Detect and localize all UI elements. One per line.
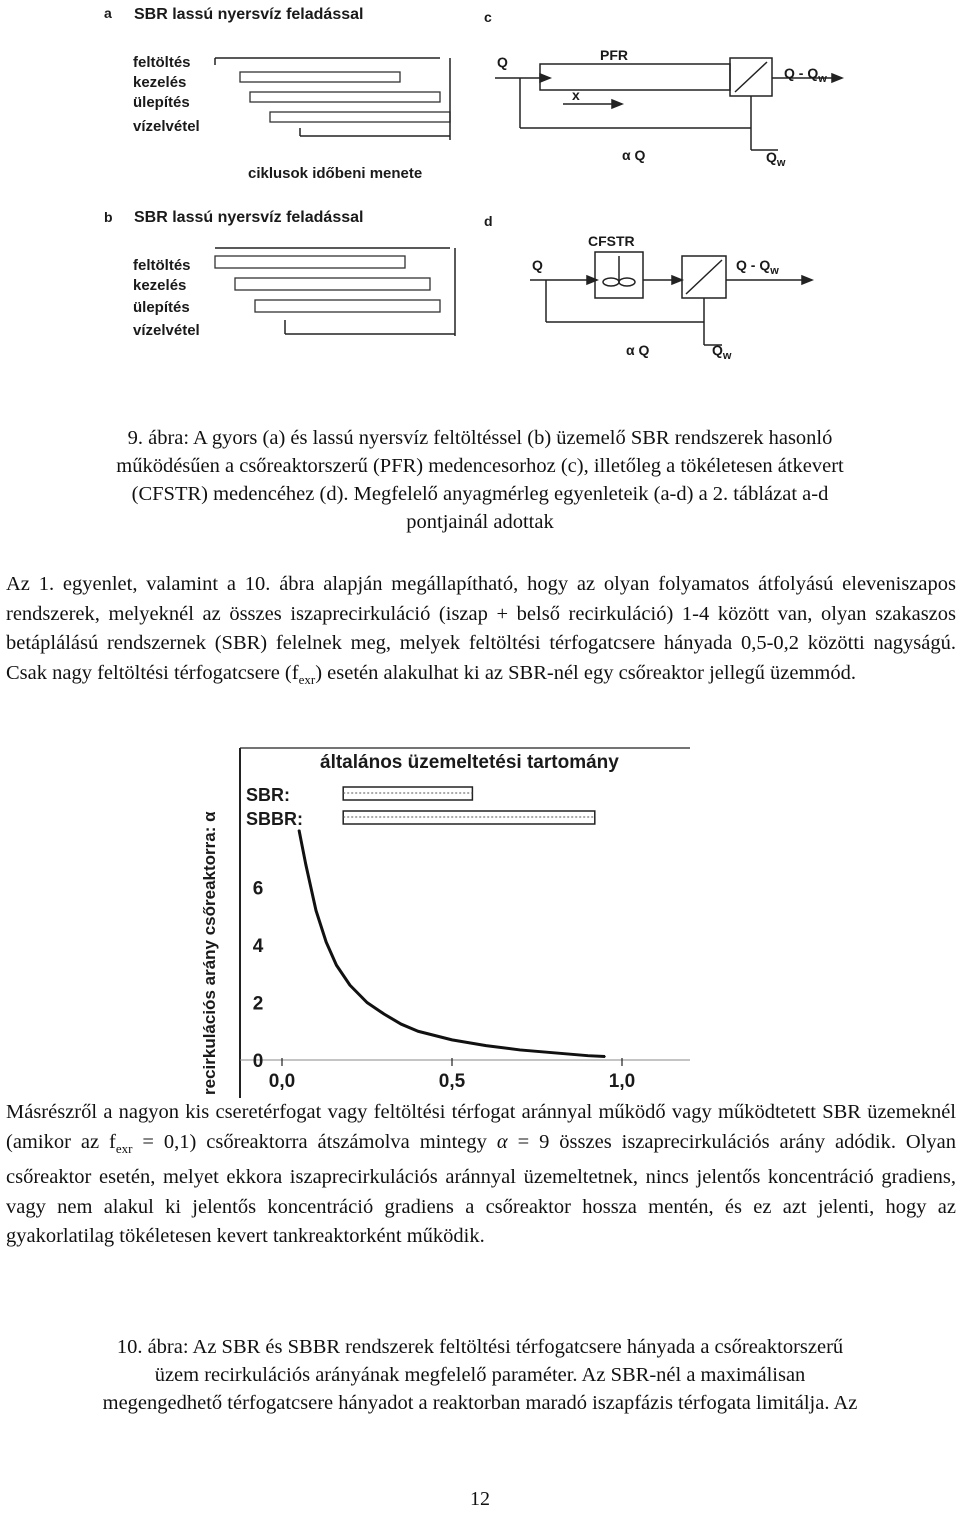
panel-a-label-treat: kezelés <box>133 74 187 91</box>
data-point <box>315 910 317 912</box>
subscript: exr <box>115 1140 133 1156</box>
panel-d-inflow: Q <box>532 257 543 273</box>
panel-b-label-draw: vízelvétel <box>133 322 200 339</box>
figure-10-caption <box>20 1333 940 1417</box>
data-point <box>383 1013 385 1015</box>
data-point <box>349 984 351 986</box>
panel-a-label-draw: vízelvétel <box>133 118 200 135</box>
panel-c-recycle: α Q <box>622 147 646 163</box>
data-point <box>325 941 327 943</box>
panel-a-label-fill: feltöltés <box>133 54 191 71</box>
panel-c-outflow: Q - $Q_w$ <box>784 65 827 85</box>
figure-9-caption <box>20 424 940 536</box>
body-paragraph-1 <box>6 570 956 694</box>
data-point <box>305 864 307 866</box>
panel-d-letter: d <box>484 213 493 229</box>
range-label: SBR: <box>246 785 290 805</box>
caption-line: (CFSTR) medencéhez (d). Megfelelő anyagmérleg egyenleteik (a-d) a 2. táblázat a-d <box>131 483 829 505</box>
range-label: SBBR: <box>246 809 303 829</box>
y-tick-label: 4 <box>252 936 264 957</box>
chart-series <box>298 829 606 1057</box>
data-point <box>366 1002 368 1004</box>
paragraph-text: Az 1. egyenlet, valamint a 10. ábra alapján megállapítható, hogy az olyan folyamatos átfolyású eleveniszapos rendszerek, melyeknél az összes iszaprecirkuláció (iszap + belső recirkuláció) 1-4 között van, olyan szakaszos betáplálású rendszernek (SBR) felelnek meg, melyek feltöltési térfogatcsere hányada 0,5-0,2 közötti nagyságú. Csak nagy feltöltési térfogatcsere (f <box>6 573 956 684</box>
data-point <box>298 829 300 831</box>
caption-line: 10. ábra: Az SBR és SBBR rendszerek feltöltési térfogatcsere hányada a csőreaktorszerű <box>116 1336 844 1358</box>
caption-line: üzem recirkulációs arányának megfelelő paraméter. Az SBR-nél a maximálisan <box>154 1364 806 1386</box>
paragraph-text: ) esetén alakulhat ki az SBR-nél egy csőreaktor jellegű üzemmód. <box>315 661 856 684</box>
caption-line: megengedhető térfogatcsere hányadot a reaktorban maradó iszapfázis térfogata limitálja. Az <box>102 1392 858 1414</box>
x-tick-label: 0,5 <box>438 1071 466 1092</box>
data-point <box>485 1045 487 1047</box>
panel-b-title: SBR lassú nyersvíz feladással <box>134 209 364 226</box>
panel-c-distance: x <box>572 87 580 103</box>
paragraph-text: = 9 összes iszaprecirkulációs arány adódik. Olyan csőreaktor esetén, melyet ekkora iszaprecirkulációs aránnyal üzemeltetnek, nincs jelentős koncentráció gradiens, vagy nem alakul ki jelentős koncentráció gradiens a csőreaktor hossza mentén, és ez azt jelenti, hogy az gyakorlatilag tökéletesen kevert tankreaktorként működik. <box>6 1130 956 1248</box>
panel-a-label-settle: ülepítés <box>133 94 190 111</box>
y-tick-label: 2 <box>252 993 264 1015</box>
data-point <box>400 1023 402 1025</box>
panel-b-labels <box>133 257 200 339</box>
caption-line: működésűen a csőreaktorszerű (PFR) medencesorhoz (c), illetőleg a tökéletesen átkevert <box>116 455 844 477</box>
panel-d-recycle: α Q <box>626 342 650 358</box>
data-point <box>417 1030 419 1032</box>
data-point <box>553 1052 555 1054</box>
figure-9 <box>0 0 960 380</box>
body-paragraph-2 <box>6 1098 956 1252</box>
page-number: 12 <box>470 1488 490 1510</box>
panel-a-title: SBR lassú nyersvíz feladással <box>134 6 364 23</box>
panel-d-reactor-label: CFSTR <box>588 233 635 249</box>
panel-b-label-treat: kezelés <box>133 277 187 294</box>
alpha-symbol: α <box>496 1130 508 1153</box>
panel-c-inflow: Q <box>497 54 508 70</box>
chart-title: általános üzemeltetési tartomány <box>320 752 619 773</box>
panel-a-labels <box>133 54 200 135</box>
panel-c-waste: $Q_w$ <box>766 149 786 169</box>
caption-line: 9. ábra: A gyors (a) és lassú nyersvíz feltöltéssel (b) üzemelő SBR rendszerek hasonló <box>127 427 833 449</box>
y-tick-label: 0 <box>252 1051 264 1072</box>
panel-a-axis-label: ciklusok időbeni menete <box>248 165 423 182</box>
data-point <box>587 1055 589 1057</box>
chart-y-axis-label: recirkulációs arány csőreaktorra: α <box>200 811 219 1095</box>
x-tick-label: 1,0 <box>608 1071 636 1092</box>
paragraph-text: = 0,1) csőreaktorra átszámolva mintegy <box>132 1130 497 1153</box>
panel-c-letter: c <box>484 9 492 25</box>
data-point <box>604 1056 606 1058</box>
subscript: exr <box>298 671 316 687</box>
y-tick-label: 6 <box>252 878 264 900</box>
x-tick-label: 0,0 <box>268 1071 296 1092</box>
data-point <box>336 964 338 966</box>
figure-10-chart <box>0 740 960 1100</box>
panel-b-label-settle: ülepítés <box>133 299 190 316</box>
panel-d-outflow: Q - $Q_w$ <box>736 257 779 277</box>
paragraph-text: Másrészről a nagyon kis cseretérfogat vagy feltöltési térfogat aránnyal működő vagy működtetett SBR üzemeknél (amikor az f <box>6 1101 956 1153</box>
panel-b-label-fill: feltöltés <box>133 257 191 274</box>
panel-d-waste: $Q_w$ <box>712 342 732 362</box>
caption-line: pontjainál adottak <box>406 511 554 533</box>
data-point <box>451 1039 453 1041</box>
chart-ranges <box>246 785 595 829</box>
series-line <box>299 830 605 1057</box>
panel-b-timeline <box>215 248 455 336</box>
data-point <box>519 1049 521 1051</box>
panel-c-reactor-label: PFR <box>600 47 628 63</box>
panel-a-timeline <box>215 58 450 140</box>
panel-b-letter: b <box>104 209 113 225</box>
panel-a-letter: a <box>104 5 112 21</box>
